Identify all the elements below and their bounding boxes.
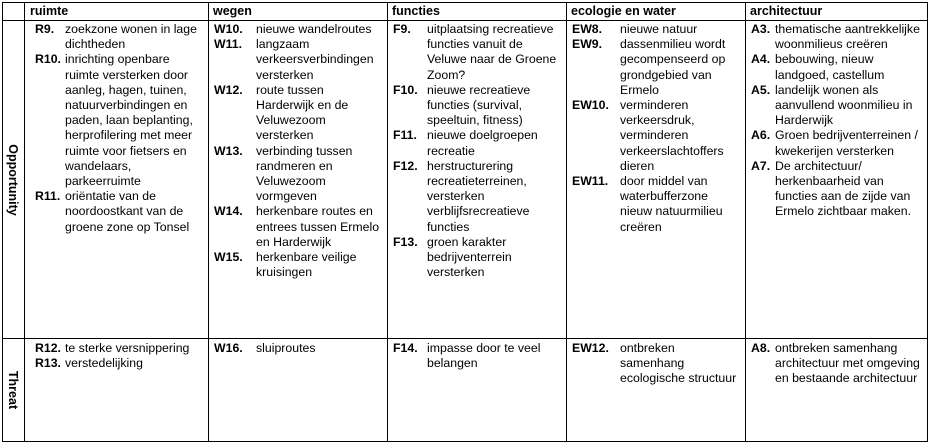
entry-text: te sterke versnippering bbox=[65, 341, 190, 355]
entry-item bbox=[751, 128, 921, 158]
entry-text: ontbreken samenhang ecologische structuur bbox=[620, 341, 737, 386]
entry-text: bebouwing, nieuw landgoed, castellum bbox=[775, 52, 885, 82]
entry-text: herkenbare veilige kruisingen bbox=[256, 250, 357, 280]
cell-threat-ecologie bbox=[572, 341, 740, 387]
entry-item bbox=[35, 341, 203, 356]
entry-item bbox=[393, 83, 561, 129]
cell-opportunity-architectuur bbox=[751, 22, 921, 220]
entry-item bbox=[572, 22, 740, 37]
entry-text: Groen bedrijventerreinen / kwekerijen versterken bbox=[775, 128, 918, 158]
entry-code: EW9. bbox=[572, 37, 603, 52]
entry-text: nieuwe doelgroepen recreatie bbox=[427, 128, 538, 158]
entry-text: door middel van waterbufferzone nieuw natuurmilieu creëren bbox=[620, 174, 723, 234]
entry-code: W11. bbox=[214, 37, 243, 52]
entry-text: herstructurering recreatieterreinen, versterken verblijfsrecreatieve functies bbox=[427, 158, 530, 234]
entry-text: verminderen verkeersdruk, verminderen verkeerslachtoffers dieren bbox=[620, 98, 724, 173]
cell-opportunity-ecologie bbox=[572, 22, 740, 235]
row-label-text: Opportunity bbox=[6, 143, 21, 216]
entry-item bbox=[572, 98, 740, 174]
entry-code: W14. bbox=[214, 204, 243, 219]
column-header-functies: functies bbox=[392, 4, 440, 18]
entry-text: oriëntatie van de noordoostkant van de groene zone op Tonsel bbox=[65, 189, 190, 234]
entry-item bbox=[214, 144, 382, 205]
column-header-architectuur: architectuur bbox=[750, 4, 823, 18]
entry-code: A4. bbox=[751, 52, 771, 67]
entry-text: thematische aantrekkelijke woonmilieus creëren bbox=[775, 22, 920, 52]
entry-code: R12. bbox=[35, 341, 61, 355]
entry-code: F12. bbox=[393, 158, 418, 173]
entry-code: R9. bbox=[35, 22, 55, 36]
entry-item bbox=[751, 341, 921, 387]
cell-opportunity-functies bbox=[393, 22, 561, 280]
column-header-wegen: wegen bbox=[213, 4, 252, 18]
entry-item bbox=[393, 341, 561, 371]
entry-text: landelijk wonen als aanvullend woonmilieu in Harderwijk bbox=[775, 82, 913, 128]
entry-item bbox=[214, 22, 382, 37]
entry-item bbox=[35, 356, 203, 371]
entry-text: inrichting openbare ruimte versterken door aanleg, hagen, tuinen, natuurverbindingen en paden, laan beplanting, herprofilering met meer ruimte voor fietsers en wandelaars, parkeerruimte bbox=[65, 52, 193, 189]
entry-text: ontbreken samenhang architectuur met omgeving en bestaande architectuur bbox=[775, 341, 920, 386]
entry-item bbox=[572, 341, 740, 387]
entry-text: nieuwe natuur bbox=[620, 22, 698, 36]
entry-code: A5. bbox=[751, 82, 771, 97]
entry-item bbox=[214, 37, 382, 83]
entry-item bbox=[751, 83, 921, 129]
entry-code: F10. bbox=[393, 82, 418, 97]
entry-code: EW10. bbox=[572, 98, 609, 113]
row-label-threat bbox=[3, 339, 23, 441]
grid-line bbox=[2, 20, 928, 21]
entry-text: verbinding tussen randmeren en Veluwezoom vormgeven bbox=[256, 143, 353, 204]
entry-code: W12. bbox=[214, 82, 243, 97]
entry-code: EW11. bbox=[572, 174, 609, 189]
entry-code: F11. bbox=[393, 128, 417, 143]
entry-item bbox=[214, 204, 382, 250]
entry-code: W16. bbox=[214, 341, 243, 355]
entry-code: F13. bbox=[393, 234, 418, 249]
entry-text: uitplaatsing recreatieve functies vanuit de Veluwe naar de Groene Zoom? bbox=[427, 22, 557, 82]
cell-threat-ruimte bbox=[35, 341, 203, 371]
entry-item bbox=[572, 174, 740, 235]
entry-code: R10. bbox=[35, 52, 61, 67]
entry-text: verstedelijking bbox=[65, 356, 143, 371]
entry-item bbox=[751, 159, 921, 220]
grid-line bbox=[927, 2, 928, 442]
column-header-ruimte: ruimte bbox=[30, 4, 69, 18]
entry-text: route tussen Harderwijk en de Veluwezoom versterken bbox=[256, 82, 349, 143]
entry-code: A7. bbox=[751, 158, 771, 173]
entry-code: W15. bbox=[214, 250, 243, 265]
cell-threat-functies bbox=[393, 341, 561, 371]
grid-line bbox=[24, 2, 25, 442]
grid-line bbox=[2, 441, 928, 442]
entry-code: A6. bbox=[751, 128, 771, 143]
entry-item bbox=[35, 22, 203, 52]
entry-text: nieuwe recreatieve functies (survival, speeltuin, fitness) bbox=[427, 82, 531, 128]
cell-opportunity-wegen bbox=[214, 22, 382, 280]
entry-text: nieuwe wandelroutes bbox=[256, 22, 372, 36]
entry-item bbox=[214, 250, 382, 280]
grid-line bbox=[208, 2, 209, 442]
entry-text: sluiproutes bbox=[256, 341, 316, 355]
cell-threat-wegen bbox=[214, 341, 382, 356]
entry-item bbox=[572, 37, 740, 98]
grid-line bbox=[2, 2, 928, 3]
column-header-ecologie: ecologie en water bbox=[571, 4, 676, 18]
entry-text: De architectuur/ herkenbaarheid van functies aan de zijde van Ermelo zichtbaar maken. bbox=[775, 158, 912, 219]
entry-item bbox=[393, 128, 561, 158]
grid-line bbox=[387, 2, 388, 442]
entry-code: A8. bbox=[751, 341, 771, 355]
entry-item bbox=[393, 22, 561, 83]
entry-text: herkenbare routes en entrees tussen Ermelo en Harderwijk bbox=[256, 204, 380, 249]
entry-item bbox=[751, 22, 921, 52]
entry-code: R13. bbox=[35, 356, 61, 371]
cell-threat-architectuur bbox=[751, 341, 921, 387]
entry-code: F9. bbox=[393, 22, 411, 36]
entry-text: langzaam verkeersverbindingen versterken bbox=[256, 37, 374, 82]
row-label-opportunity bbox=[3, 21, 23, 338]
entry-text: groen karakter bedrijventerrein versterken bbox=[427, 234, 512, 280]
entry-text: zoekzone wonen in lage dichtheden bbox=[65, 22, 197, 52]
entry-item bbox=[751, 52, 921, 82]
entry-item bbox=[214, 341, 382, 356]
entry-code: W10. bbox=[214, 22, 243, 36]
entry-code: W13. bbox=[214, 143, 243, 158]
row-label-text: Threat bbox=[6, 370, 21, 410]
entry-code: R11. bbox=[35, 189, 61, 204]
entry-code: A3. bbox=[751, 22, 771, 36]
entry-code: F14. bbox=[393, 341, 418, 355]
entry-item bbox=[393, 159, 561, 235]
entry-item bbox=[35, 189, 203, 235]
entry-text: impasse door te veel belangen bbox=[427, 341, 541, 371]
grid-line bbox=[566, 2, 567, 442]
entry-item bbox=[214, 83, 382, 144]
entry-code: EW12. bbox=[572, 341, 609, 355]
entry-item bbox=[35, 52, 203, 189]
entry-text: dassenmilieu wordt gecompenseerd op grondgebied van Ermelo bbox=[620, 37, 726, 97]
grid-line bbox=[745, 2, 746, 442]
grid-line bbox=[2, 338, 928, 339]
entry-code: EW8. bbox=[572, 22, 603, 36]
entry-item bbox=[393, 235, 561, 281]
cell-opportunity-ruimte bbox=[35, 22, 203, 235]
